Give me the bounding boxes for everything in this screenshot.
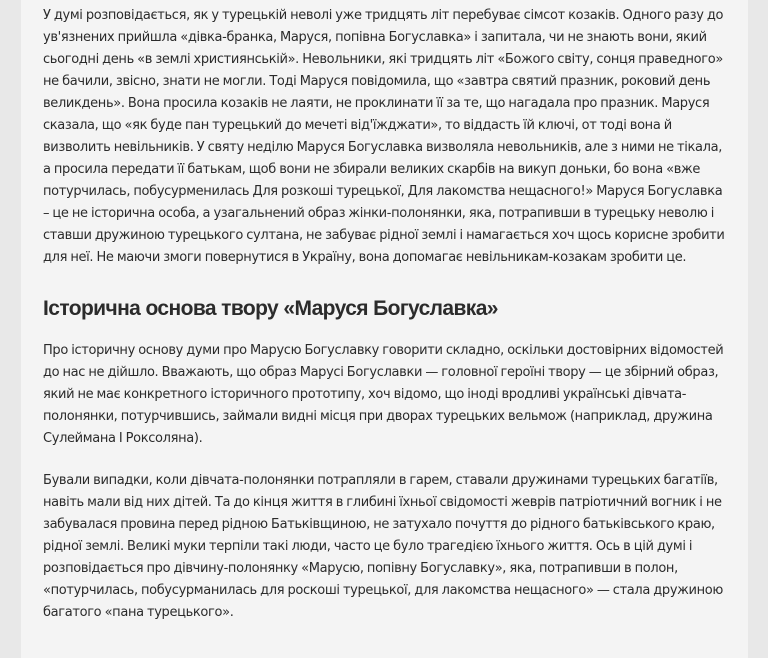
article-body <box>21 0 748 658</box>
article-paragraph-plot: У думі розповідається, як у турецькій неволі уже тридцять літ перебуває сімсот козаків. Одного разу до ув'язнених прийшла «дівка-бранка, Маруся, попівна Богуславка» і запитала, чи не знають вони, який сьогодні день «в землі християнській». Невольники, які тридцять літ «Божого світу, сонця праведного» не бачили, звісно, знати не могли. Тоді Маруся повідомила, що «завтра святий празник, роковий день великдень». Вона просила козаків не лаяти, не проклинати її за те, що нагадала про празник. Маруся сказала, що «як буде пан турецький до мечеті від'їжджати», то віддасть їй ключі, от тоді вона й визволить невільників. У святу неділю Маруся Богуславка визволяла невольників, але з ними не тікала, а просила передати її батькам, щоб вони не збирали великих скарбів на викуп доньки, бо вона «вже потурчилась, побусурменилась Для розкоші турецької, Для лакомства нещасного!» Маруся Богуславка – це не історична особа, а узагальнений образ жінки-полонянки, яка, потрапивши в турецьку неволю і ставши дружиною турецького султана, не забуває рідної землі і намагається хоч щось корисне зробити для неї. Не маючи змоги повернутися в Україну, вона допомагає невільникам-козакам зробити це. <box>43 8 725 265</box>
article-paragraph-captives: Бували випадки, коли дівчата-полонянки потрапляли в гарем, ставали дружинами турецьких багатіїв, навіть мали від них дітей. Та до кінця життя в глибині їхньої свідомості жеврів патріотичний вогник і не забувалася провина перед рідною Батьківщиною, не затухало почуття до рідного батьківського краю, рідної землі. Великі муки терпіли такі люди, часто це було трагедією їхнього життя. Ось в цій думі і розповідається про дівчину-полонянку «Марусю, попівну Богуславку», яка, потрапивши в полон, «потурчилась, побусурманилась для роскоші турецької, для лакомства нещасного» — стала дружиною багатого «пана турецького». <box>43 473 723 620</box>
article-paragraph-historical-basis: Про історичну основу думи про Марусю Богуславку говорити складно, оскільки достовірних відомостей до нас не дійшло. Вважають, що образ Марусі Богуславки — головної героїні твору — це збірний образ, який не має конкретного історичного прототипу, хоч відомо, що іноді вродливі українські дівчата-полонянки, потурчившись, займали видні місця при дворах турецьких вельмож (наприклад, дружина Сулеймана I Роксоляна). <box>43 343 724 446</box>
section-heading-historical-basis: Історична основа твору «Маруся Богуславка» <box>43 297 498 320</box>
